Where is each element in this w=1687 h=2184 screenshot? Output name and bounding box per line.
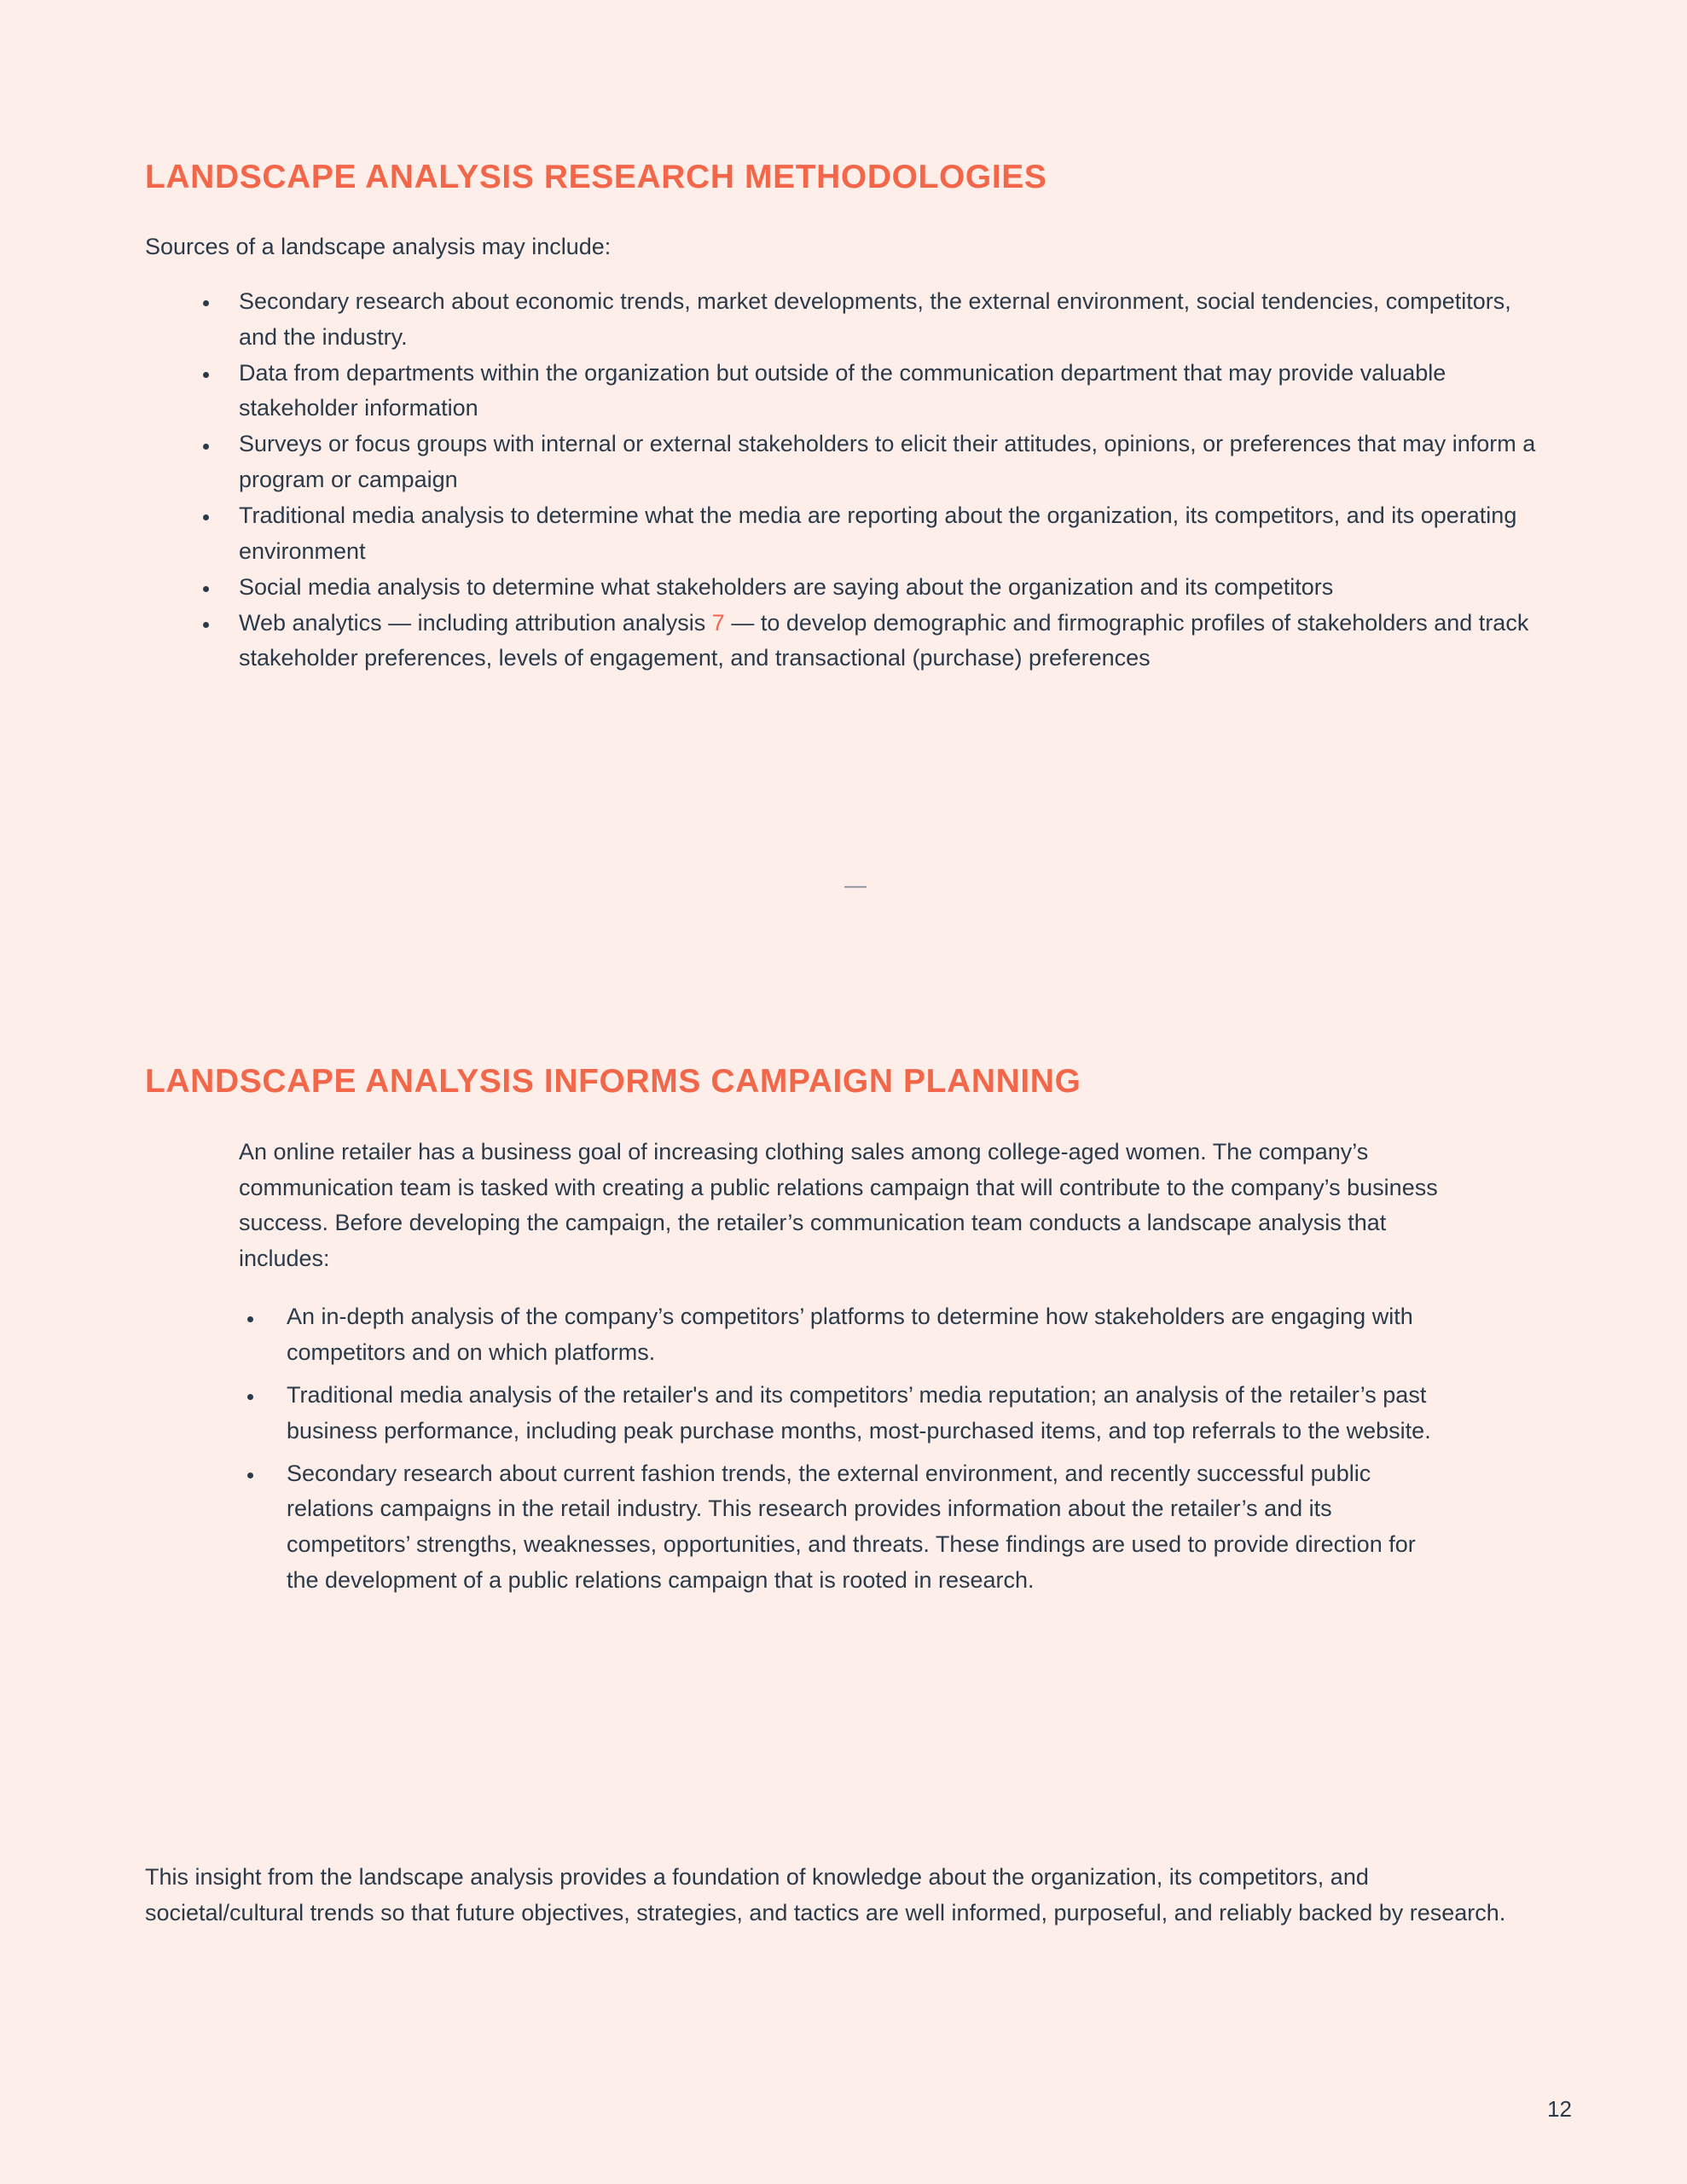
list-item xyxy=(239,1378,1450,1449)
list-item xyxy=(239,1456,1450,1599)
list-item xyxy=(145,356,1544,427)
list-item-text: Social media analysis to determine what stakeholders are saying about the organization and its competitors xyxy=(239,573,1334,600)
bullet-dot-icon xyxy=(203,586,209,592)
page-number: 12 xyxy=(1547,2096,1572,2122)
footnote-reference-link[interactable]: 7 xyxy=(711,609,725,636)
list-item-text: Traditional media analysis of the retailer's and its competitors’ media reputation; an analysis of the retailer’s past business performance, including peak purchase months, most-purchased items, and top referrals to the website. xyxy=(287,1381,1431,1443)
list-item xyxy=(145,498,1544,570)
section2-paragraph: An online retailer has a business goal of increasing clothing sales among college-aged women. The company’s communication team is tasked with creating a public relations campaign that will contribute to the company’s business success. Before developing the campaign, the retailer’s communication team conducts a landscape analysis that includes: xyxy=(239,1138,1438,1272)
list-item xyxy=(145,427,1544,498)
section2-bullet-list xyxy=(239,1299,1450,1599)
list-item-text: Secondary research about current fashion trends, the external environment, and recently successful public relations campaigns in the retail industry. This research provides information about the retailer’s and its competitors’ strengths, weaknesses, opportunities, and threats. These findings are used to provide direction for the development of a public relations campaign that is rooted in research. xyxy=(287,1460,1416,1594)
list-item-text-post: — to develop demographic and firmographic profiles of stakeholders and track stakeholder preferences, levels of engagement, and transactional (purchase) preferences xyxy=(239,609,1529,671)
list-item-text: Data from departments within the organization but outside of the communication department that may provide valuable stakeholder information xyxy=(239,359,1446,421)
list-item-text: An in-depth analysis of the company’s competitors’ platforms to determine how stakeholders are engaging with competitors and on which platforms. xyxy=(287,1304,1413,1366)
section1-bullet-list xyxy=(145,284,1544,677)
bullet-dot-icon xyxy=(203,444,209,450)
list-item xyxy=(239,1299,1450,1371)
list-item-text: Surveys or focus groups with internal or external stakeholders to elicit their attitudes, opinions, or preferences that may inform a program or campaign xyxy=(239,431,1536,493)
list-item-text-pre: Web analytics — including attribution analysis xyxy=(239,609,712,636)
list-item xyxy=(145,570,1544,606)
bullet-dot-icon xyxy=(247,1394,253,1400)
closing-paragraph: This insight from the landscape analysis provides a foundation of knowledge about the organization, its competitors, and societal/cultural trends so that future objectives, strategies, and tactics are well informed, purposeful, and reliably backed by research. xyxy=(145,1864,1506,1926)
section2-title: LANDSCAPE ANALYSIS INFORMS CAMPAIGN PLANNING xyxy=(145,1063,1081,1100)
bullet-dot-icon xyxy=(203,372,209,378)
stray-dash-mark: — xyxy=(844,872,867,897)
list-item-text: Secondary research about economic trends, market developments, the external environment, social tendencies, competitors, and the industry. xyxy=(239,288,1511,350)
section-landscape-analysis-research-methodologies xyxy=(145,158,1544,677)
section1-title: LANDSCAPE ANALYSIS RESEARCH METHODOLOGIES xyxy=(145,159,1047,195)
bullet-dot-icon xyxy=(203,300,209,306)
section-landscape-analysis-informs-campaign-planning xyxy=(145,1062,1561,1606)
list-item-text: Traditional media analysis to determine what the media are reporting about the organization, its competitors, and its operating environment xyxy=(239,502,1517,564)
bullet-dot-icon xyxy=(203,514,209,520)
bullet-dot-icon xyxy=(247,1472,253,1478)
list-item xyxy=(145,284,1544,356)
bullet-dot-icon xyxy=(247,1316,253,1322)
list-item-web-analytics xyxy=(145,606,1544,677)
section1-intro: Sources of a landscape analysis may include: xyxy=(145,233,612,259)
bullet-dot-icon xyxy=(203,622,209,628)
